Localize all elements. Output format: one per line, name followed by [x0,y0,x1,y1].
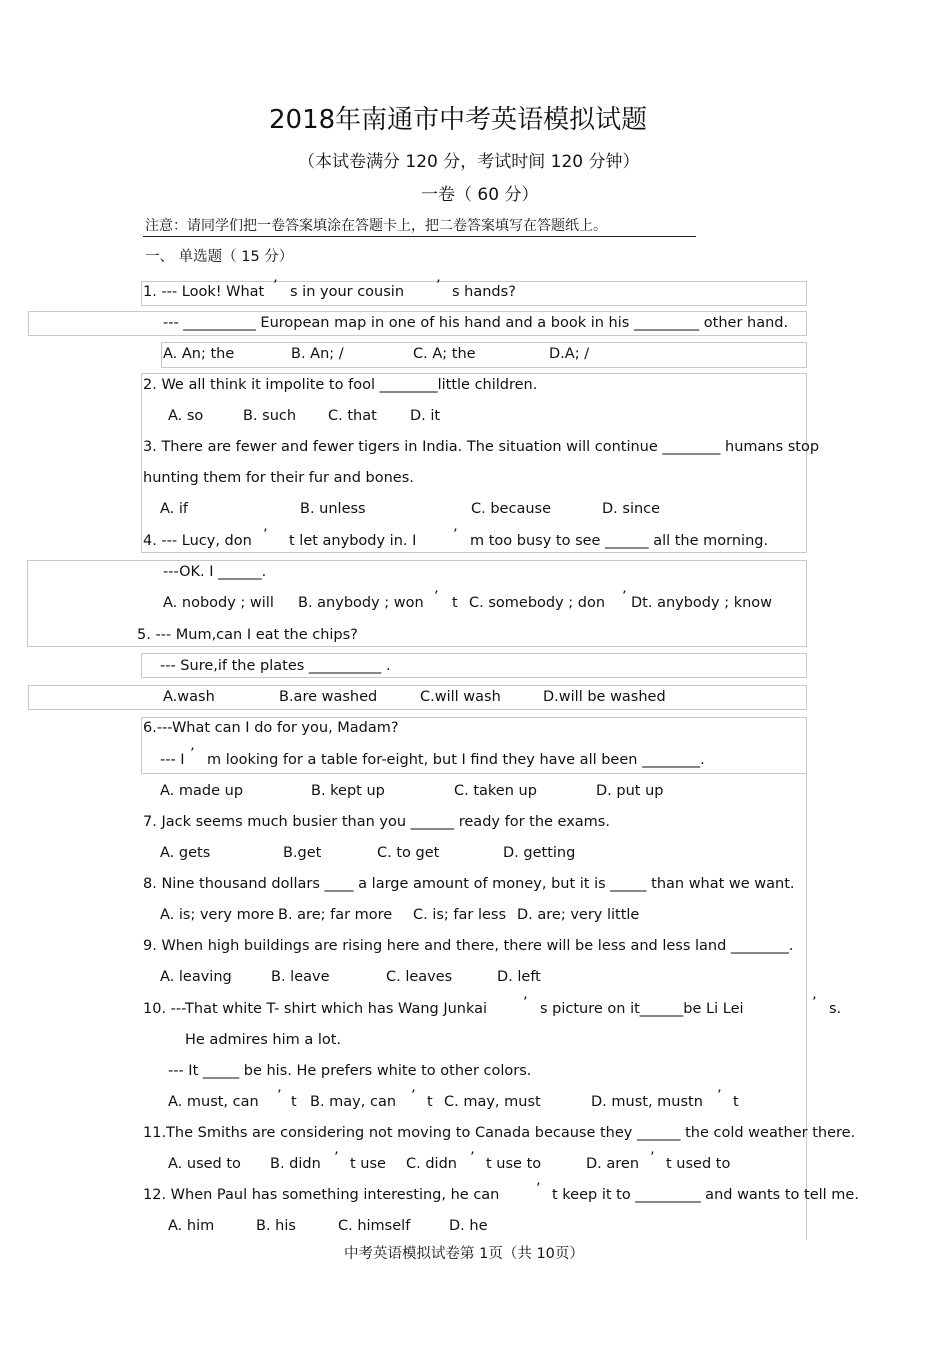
q12-apostrophe: ’ [536,1181,541,1197]
q10-apostrophe: ’ [523,995,528,1011]
page-footer: 中考英语模拟试卷第 1页（共 10页） [344,1246,584,1262]
q1-options-box [161,342,807,368]
notice-text: 注意：请同学们把一卷答案填涂在答题卡上，把二卷答案填写在答题纸上。 [145,218,607,234]
q10-option-b: B. may, can [310,1094,397,1110]
q3-stem-line2: hunting them for their fur and bones. [143,470,414,486]
q4-apostrophe: ’ [622,589,627,605]
q9-option-d: D. left [497,969,541,985]
q7-option-b: B.get [283,845,322,861]
q9-option-b: B. leave [271,969,330,985]
q10-apostrophe: ’ [812,995,817,1011]
q7-option-a: A. gets [160,845,211,861]
q6-reply-part: --- I [160,752,185,768]
q5-option-b: B.are washed [279,689,378,705]
q5-options-box [28,685,807,710]
q1-option-d: D.A; / [549,346,590,362]
q2-option-a: A. so [168,408,204,424]
q10-option-a: A. must, can [168,1094,259,1110]
q1-stem-part: s hands? [452,284,516,300]
q10-option-d: D. must, mustn [591,1094,703,1110]
q4-apostrophe: ’ [453,527,458,543]
q10-apostrophe: ’ [717,1088,722,1104]
q11-option-c-tail: t use to [486,1156,542,1172]
q9-stem: 9. When high buildings are rising here and there, there will be less and less land ________. [143,938,794,954]
q2-option-b: B. such [243,408,297,424]
q6-option-d: D. put up [596,783,664,799]
section-heading: 一、 单选题（ 15 分） [145,249,294,265]
q10-stem-part: 10. ---That white T- shirt which has Wang Junkai [143,1001,488,1017]
q6-apostrophe: ’ [190,746,195,762]
q1-apostrophe: ’ [436,278,441,294]
q1-option-c: C. A; the [413,346,476,362]
q4-option-b: B. anybody ; won [298,595,424,611]
q1-option-a: A. An; the [163,346,235,362]
q8-option-c: C. is; far less [413,907,507,923]
q12-option-d: D. he [449,1218,488,1234]
q4-stem-part: m too busy to see ______ all the morning. [470,533,769,549]
q3-option-a: A. if [160,501,189,517]
q10-stem-part: s. [829,1001,842,1017]
q10-option-d-tail: t [733,1094,739,1110]
q3-option-b: B. unless [300,501,366,517]
q11-option-d: D. aren [586,1156,640,1172]
notice-underline [143,236,696,237]
q8-option-a: A. is; very more [160,907,275,923]
q1-option-b: B. An; / [291,346,344,362]
q10-option-b-tail: t [427,1094,433,1110]
q10-apostrophe: ’ [277,1088,282,1104]
q5-stem: 5. --- Mum,can I eat the chips? [137,627,358,643]
q2-option-d: D. it [410,408,441,424]
part-heading: 一卷（ 60 分） [421,185,539,205]
q11-apostrophe: ’ [650,1150,655,1166]
q12-option-c: C. himself [338,1218,411,1234]
q2-stem: 2. We all think it impolite to fool ________little children. [143,377,538,393]
q7-stem: 7. Jack seems much busier than you ______ ready for the exams. [143,814,610,830]
exam-info: （本试卷满分 120 分，考试时间 120 分钟） [298,152,640,172]
q5-option-d: D.will be washed [543,689,666,705]
q7-option-d: D. getting [503,845,576,861]
q11-option-a: A. used to [168,1156,241,1172]
q4-apostrophe: ’ [434,589,439,605]
q10-apostrophe: ’ [411,1088,416,1104]
q1-reply: --- __________ European map in one of his hand and a book in his _________ other hand. [163,315,789,331]
q6-reply-part: m looking for a table for-eight, but I find they have all been ________. [207,752,705,768]
q3-stem-line1: 3. There are fewer and fewer tigers in India. The situation will continue ________ humans stop [143,439,820,455]
q11-apostrophe: ’ [470,1150,475,1166]
q4-option-c: C. somebody ; don [469,595,606,611]
q3-option-c: C. because [471,501,551,517]
q12-option-b: B. his [256,1218,296,1234]
q6-stem: 6.---What can I do for you, Madam? [143,720,399,736]
q1-apostrophe: ’ [273,278,278,294]
q4-stem-part: t let anybody in. I [289,533,417,549]
q11-option-d-tail: t used to [666,1156,731,1172]
q11-option-b: B. didn [270,1156,321,1172]
right-margin-line [806,770,807,1240]
q12-stem-part: 12. When Paul has something interesting, he can [143,1187,500,1203]
q10-option-a-tail: t [291,1094,297,1110]
q12-option-a: A. him [168,1218,215,1234]
q5-option-c: C.will wash [420,689,501,705]
q10-stem-part: s picture on it______be Li Lei [540,1001,744,1017]
q11-stem: 11.The Smiths are considering not moving to Canada because they ______ the cold weather there. [143,1125,856,1141]
q5-reply: --- Sure,if the plates __________ . [160,658,391,674]
q1-stem-part: s in your cousin [290,284,405,300]
q6-option-b: B. kept up [311,783,385,799]
q4-option-d: Dt. anybody ; know [631,595,773,611]
q2-q4-box [141,373,807,553]
q4-stem-part: 4. --- Lucy, don [143,533,252,549]
q11-option-c: C. didn [406,1156,457,1172]
q10-stem-line2: He admires him a lot. [185,1032,342,1048]
q2-option-c: C. that [328,408,377,424]
q6-option-c: C. taken up [454,783,537,799]
q4-reply: ---OK. I ______. [163,564,267,580]
q1-stem-part: 1. --- Look! What [143,284,265,300]
q3-option-d: D. since [602,501,661,517]
q5-option-a: A.wash [163,689,215,705]
page-title: 2018年南通市中考英语模拟试题 [269,105,648,135]
q7-option-c: C. to get [377,845,440,861]
q10-option-c: C. may, must [444,1094,541,1110]
q9-option-c: C. leaves [386,969,453,985]
q4-apostrophe: ’ [263,527,268,543]
q11-option-b-tail: t use [350,1156,386,1172]
q4-option-a: A. nobody ; will [163,595,274,611]
q12-stem-part: t keep it to _________ and wants to tell me. [552,1187,859,1203]
q4-option-b-tail: t [452,595,458,611]
q9-option-a: A. leaving [160,969,232,985]
q6-option-a: A. made up [160,783,244,799]
q8-stem: 8. Nine thousand dollars ____ a large amount of money, but it is _____ than what we want. [143,876,795,892]
q10-reply: --- It _____ be his. He prefers white to other colors. [168,1063,532,1079]
q8-option-d: D. are; very little [517,907,640,923]
q8-option-b: B. are; far more [278,907,393,923]
q11-apostrophe: ’ [334,1150,339,1166]
